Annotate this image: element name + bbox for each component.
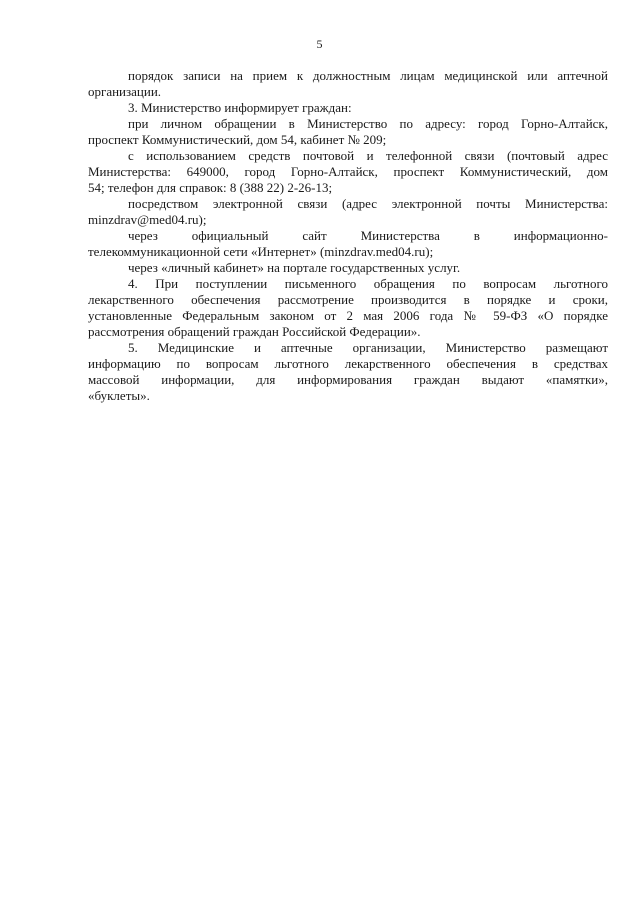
text-line: minzdrav@med04.ru); bbox=[88, 212, 207, 227]
text-line: 54; телефон для справок: 8 (388 22) 2-26-13; bbox=[88, 180, 333, 195]
text-line: установленные Федеральным законом от 2 мая 2006 года № 59-ФЗ «О порядке bbox=[88, 308, 608, 323]
text-line: посредством электронной связи (адрес электронной почты Министерства: bbox=[128, 196, 608, 211]
text-line: организации. bbox=[88, 84, 162, 99]
text-line: рассмотрения обращений граждан Российской Федерации». bbox=[88, 324, 421, 339]
text-line: лекарственного обеспечения рассмотрение производится в порядке и сроки, bbox=[88, 292, 608, 307]
document-body bbox=[88, 68, 608, 404]
text-line: информацию по вопросам льготного лекарственного обеспечения в средствах bbox=[88, 356, 608, 371]
text-line: телекоммуникационной сети «Интернет» (minzdrav.med04.ru); bbox=[88, 244, 434, 259]
text-line: «буклеты». bbox=[88, 388, 150, 403]
text-line: с использованием средств почтовой и телефонной связи (почтовый адрес bbox=[128, 148, 608, 163]
text-line: Министерства: 649000, город Горно-Алтайск, проспект Коммунистический, дом bbox=[88, 164, 608, 179]
list-item-5: 5. Медицинские и аптечные организации, Министерство размещают bbox=[128, 340, 608, 355]
text-line: через официальный сайт Министерства в информационно- bbox=[128, 228, 608, 243]
text-line: проспект Коммунистический, дом 54, кабинет № 209; bbox=[88, 132, 387, 147]
page-number: 5 bbox=[316, 37, 323, 51]
list-item-3-heading: 3. Министерство информирует граждан: bbox=[128, 100, 352, 115]
list-item-4: 4. При поступлении письменного обращения по вопросам льготного bbox=[128, 276, 608, 291]
text-line: порядок записи на прием к должностным лицам медицинской или аптечной bbox=[128, 68, 608, 83]
text-line: при личном обращении в Министерство по адресу: город Горно-Алтайск, bbox=[128, 116, 608, 131]
text-line: через «личный кабинет» на портале государственных услуг. bbox=[128, 260, 461, 275]
text-line: массовой информации, для информирования граждан выдают «памятки», bbox=[88, 372, 608, 387]
